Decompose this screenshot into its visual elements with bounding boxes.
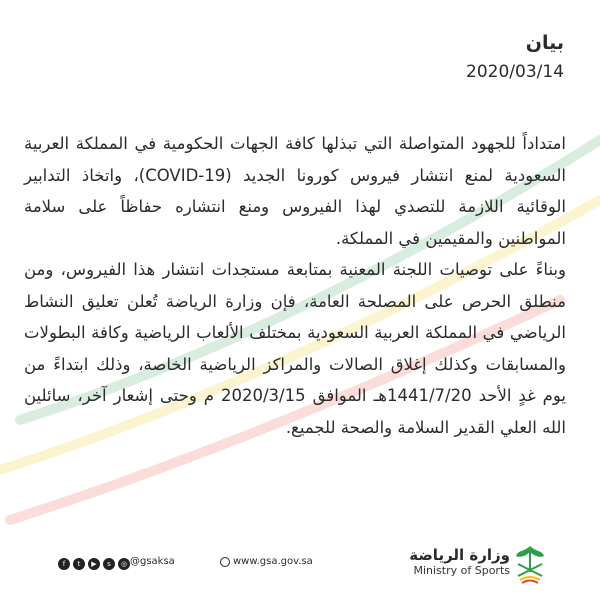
globe-icon: [220, 557, 230, 567]
snapchat-icon[interactable]: s: [103, 558, 115, 570]
paragraph-intro: امتداداً للجهود المتواصلة التي تبذلها كافة الجهات الحكومية في المملكة العربية السعودية لمنع انتشار فيروس كورونا الجديد (COVID-19)، واتخاذ التدابير الوقائية اللازمة للتصدي لهذا الفيروس ومنع انتشاره حفاظاً على سلامة المواطنين والمقيمين في المملكة.: [24, 134, 566, 248]
statement-date: 2020/03/14: [466, 62, 564, 82]
ministry-emblem-icon: [512, 542, 548, 584]
statement-title: بيان: [525, 32, 564, 54]
instagram-icon[interactable]: ◎: [118, 558, 130, 570]
ministry-logo-text: [409, 546, 510, 578]
website-text: www.gsa.gov.sa: [233, 556, 313, 567]
ministry-name-ar: وزارة الرياضة: [409, 546, 510, 564]
statement-body: [24, 128, 566, 443]
statement-header: [466, 30, 564, 84]
social-icons: [58, 558, 130, 570]
twitter-icon[interactable]: t: [73, 558, 85, 570]
facebook-icon[interactable]: f: [58, 558, 70, 570]
social-handle[interactable]: @gsaksa: [130, 556, 175, 567]
youtube-icon[interactable]: ▶: [88, 558, 100, 570]
paragraph-decision: وبناءً على توصيات اللجنة المعنية بمتابعة مستجدات انتشار هذا الفيروس، ومن منطلق الحرص على المصلحة العامة، فإن وزارة الرياضة تُعلن تعليق النشاط الرياضي في المملكة العربية السعودية بمختلف الألعاب الرياضية وكافة البطولات والمسابقات وكذلك إغلاق الصالات والمراكز الرياضية الخاصة، وذلك ابتداءً من يوم غدٍ الأحد 1441/7/20هـ الموافق 2020/3/15 م وحتى إشعار آخر، سائلين الله العلي القدير السلامة والصحة للجميع.: [24, 260, 566, 437]
website-link[interactable]: [220, 556, 313, 567]
ministry-name-en: Ministry of Sports: [413, 564, 510, 577]
footer: [0, 536, 600, 600]
